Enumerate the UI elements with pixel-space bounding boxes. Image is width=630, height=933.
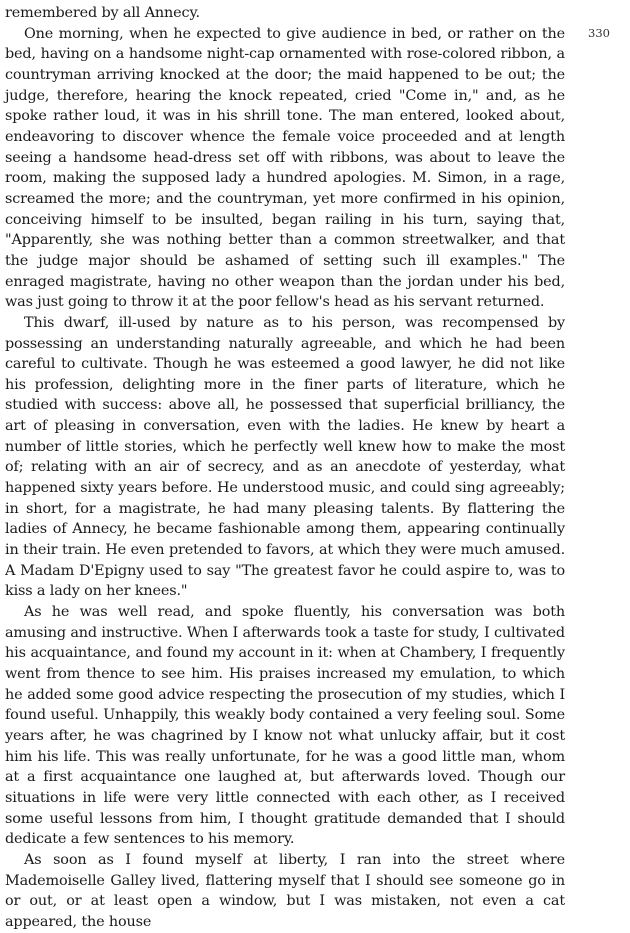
book-page	[5, 3, 565, 933]
paragraph-liberty: As soon as I found myself at liberty, I ran into the street where Mademoiselle Galley lived, flattering myself that I should see someone go in or out, or at least open a window, but I was mistaken, not even a cat appeared, the house	[5, 851, 565, 930]
paragraph-conversation: As he was well read, and spoke fluently, his conversation was both amusing and instructive. When I afterwards took a taste for study, I cultivated his acquaintance, and found my account in it: when at Chambery, I frequently went from thence to see him. His praises increased my emulation, to which he added some good advice respecting the prosecution of my studies, which I found useful. Unhappily, this weakly body contained a very feeling soul. Some years after, he was chagrined by I know not what unlucky affair, but it cost him his life. This was really unfortunate, for he was a good little man, whom at a first acquaintance one laughed at, but afterwards loved. Though our situations in life were very little connected with each other, as I received some useful lessons from him, I thought gratitude demanded that I should dedicate a few sentences to his memory.	[5, 604, 565, 848]
paragraph-judge-nightcap: One morning, when he expected to give audience in bed, or rather on the bed, having on a handsome night-cap ornamented with rose-colored ribbon, a countryman arriving knocked at the door; the maid happened to be out; the judge, therefore, hearing the knock repeated, cried "Come in," and, as he spoke rather loud, it was in his shrill tone. The man entered, looked about, endeavoring to discover whence the female voice proceeded and at length seeing a handsome head-dress set off with ribbons, was about to leave the room, making the supposed lady a hundred apologies. M. Simon, in a rage, screamed the more; and the countryman, yet more confirmed in his opinion, conceiving himself to be insulted, began railing in his turn, saying that, "Apparently, she was nothing better than a common streetwalker, and that the judge major should be ashamed of setting such ill examples." The enraged magistrate, having no other weapon than the jordan under his bed, was just going to throw it at the poor fellow's head as his servant returned.	[5, 25, 565, 311]
paragraph-continuation: remembered by all Annecy.	[5, 5, 200, 21]
paragraph-dwarf-talents: This dwarf, ill-used by nature as to his person, was recompensed by possessing an understanding naturally agreeable, and which he had been careful to cultivate. Though he was esteemed a good lawyer, he did not like his profession, delighting more in the finer parts of literature, which he studied with success: above all, he possessed that superficial brilliancy, the art of pleasing in conversation, even with the ladies. He knew by heart a number of little stories, which he perfectly well knew how to make the most of; relating with an air of secrecy, and as an anecdote of yesterday, what happened sixty years before. He understood music, and could sing agreeably; in short, for a magistrate, he had many pleasing talents. By flattering the ladies of Annecy, he became fashionable among them, appearing continually in their train. He even pretended to favors, at which they were much amused. A Madam D'Epigny used to say "The greatest favor he could aspire to, was to kiss a lady on her knees."	[5, 314, 565, 600]
page-number: 330	[588, 26, 610, 40]
